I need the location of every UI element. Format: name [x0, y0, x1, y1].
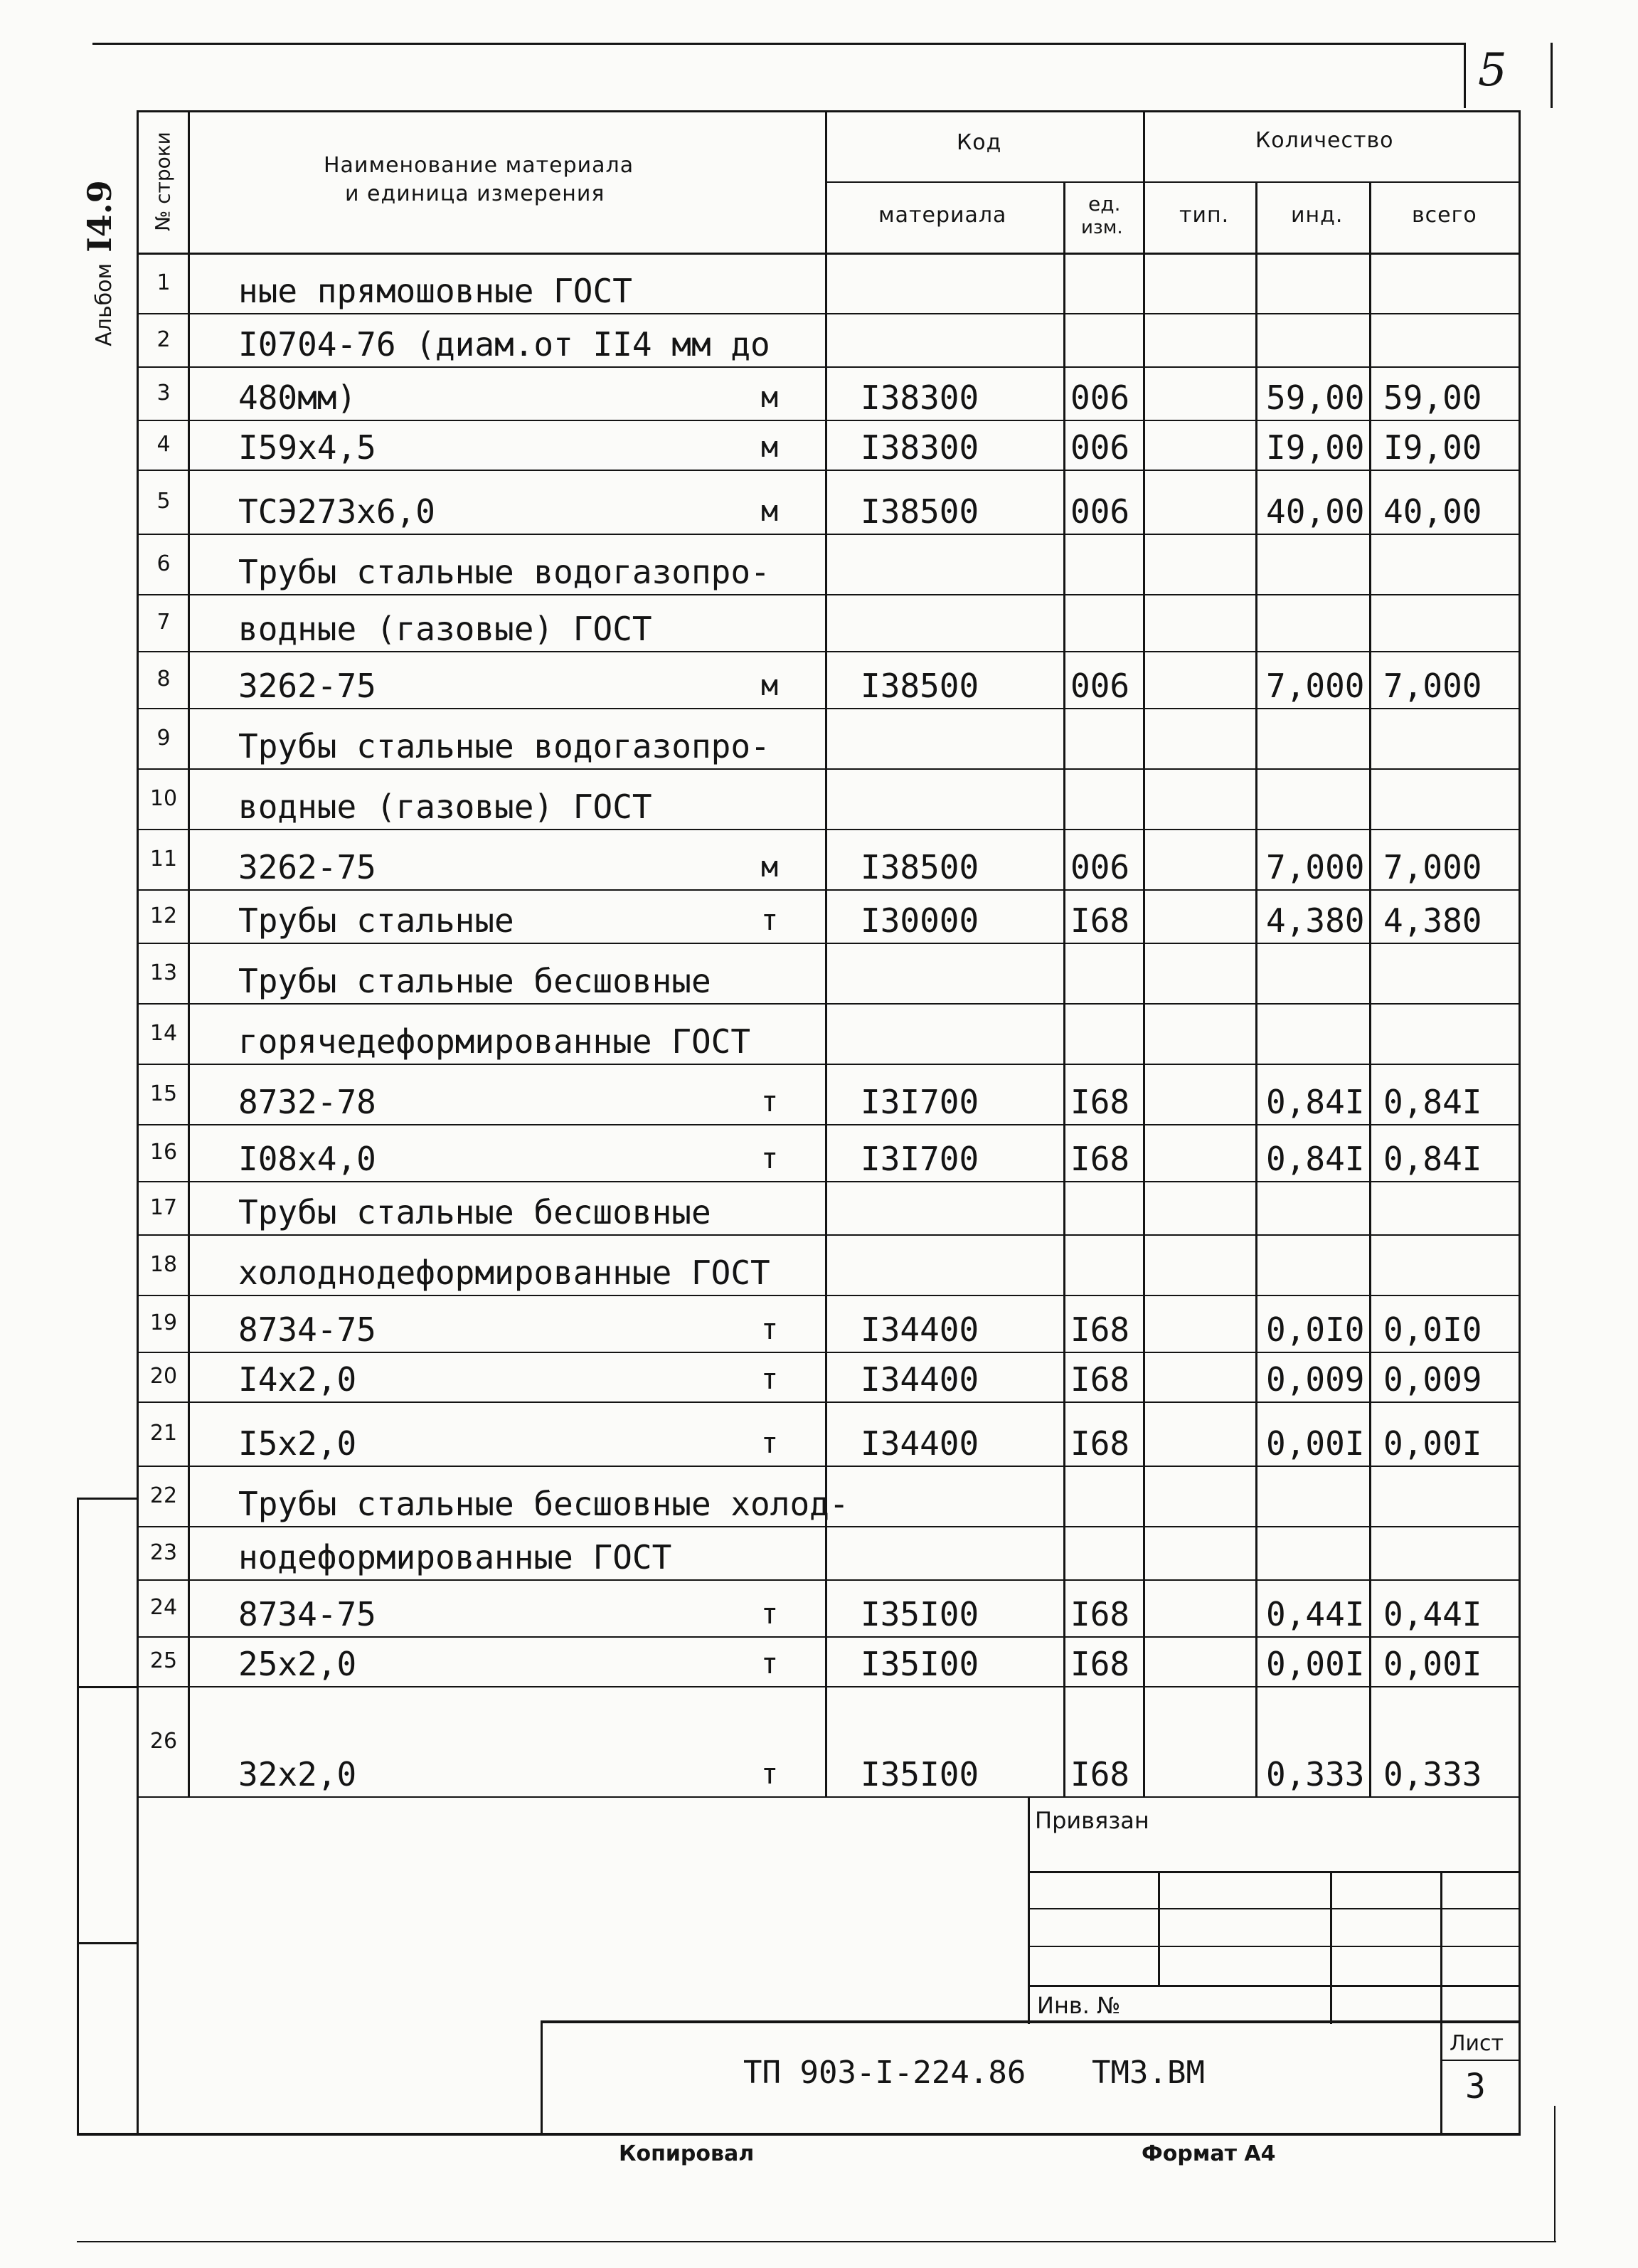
row-divider: [137, 1352, 1519, 1353]
sheet-number: 3: [1465, 2067, 1486, 2107]
row-qty-total: 40,00: [1383, 492, 1482, 531]
row-name: Трубы стальные водогазопро-: [238, 727, 770, 765]
row-qty-ind: 0,00I: [1266, 1424, 1365, 1463]
row-material-code: I38300: [861, 378, 979, 417]
row-name: Трубы стальные водогазопро-: [238, 553, 770, 591]
footer-copied: Копировал: [619, 2141, 755, 2166]
row-qty-total: I9,00: [1383, 428, 1482, 467]
header-qty-ind: инд.: [1291, 203, 1344, 228]
page-number-box-right: [1551, 43, 1553, 108]
top-border-line: [92, 43, 1465, 45]
row-name: горячедеформированные ГОСТ: [238, 1022, 751, 1061]
row-qty-ind: 4,380: [1266, 901, 1365, 940]
row-unit-code: I68: [1070, 1310, 1130, 1349]
row-qty-total: 59,00: [1383, 378, 1482, 417]
row-name: Трубы стальные бесшовные: [238, 1193, 711, 1231]
row-number: 22: [149, 1483, 178, 1508]
right-page-edge: [1554, 2106, 1555, 2242]
row-material-code: I35I00: [861, 1595, 979, 1633]
row-number: 5: [156, 489, 171, 514]
row-number: 3: [156, 380, 171, 406]
row-number: 1: [156, 270, 171, 295]
row-unit-code: 006: [1070, 378, 1130, 417]
row-qty-ind: 0,009: [1266, 1360, 1365, 1399]
header-code-unit-2: изм.: [1081, 217, 1123, 238]
row-unit-code: 006: [1070, 428, 1130, 467]
row-number: 10: [149, 785, 178, 811]
row-name: водные (газовые) ГОСТ: [238, 788, 652, 826]
header-code-material: материала: [878, 203, 1007, 228]
row-number: 19: [149, 1310, 178, 1335]
row-qty-ind: 0,00I: [1266, 1645, 1365, 1683]
sheet-label: Лист: [1450, 2031, 1504, 2056]
row-divider: [137, 1401, 1519, 1403]
header-qty-total: всего: [1412, 203, 1477, 228]
row-number: 13: [149, 960, 178, 985]
row-unit: м: [761, 851, 779, 884]
row-divider: [137, 768, 1519, 770]
page-number-box-left: [1464, 43, 1466, 108]
row-qty-ind: 0,333: [1266, 1755, 1365, 1793]
row-number: 17: [149, 1194, 178, 1220]
row-divider: [137, 534, 1519, 535]
row-unit: м: [761, 669, 779, 702]
row-unit-code: I68: [1070, 1360, 1130, 1399]
row-unit: т: [761, 1086, 779, 1118]
row-number: 12: [149, 903, 178, 928]
row-material-code: I3I700: [861, 1140, 979, 1178]
row-divider: [137, 1466, 1519, 1467]
row-material-code: I35I00: [861, 1645, 979, 1683]
row-divider: [137, 1124, 1519, 1125]
row-material-code: I34400: [861, 1424, 979, 1463]
stamp-linked: Привязан: [1035, 1807, 1149, 1834]
row-material-code: I38500: [861, 492, 979, 531]
row-number: 15: [149, 1081, 178, 1106]
header-name-line2: и единица измерения: [345, 181, 605, 206]
row-divider: [137, 889, 1519, 891]
row-material-code: I38500: [861, 848, 979, 886]
row-unit-code: I68: [1070, 1645, 1130, 1683]
row-name: холоднодеформированные ГОСТ: [238, 1254, 770, 1292]
row-material-code: I34400: [861, 1310, 979, 1349]
row-divider: [137, 1234, 1519, 1236]
row-divider: [137, 1579, 1519, 1581]
row-number: 24: [149, 1595, 178, 1620]
row-qty-total: 4,380: [1383, 901, 1482, 940]
row-material-code: I38300: [861, 428, 979, 467]
row-divider: [137, 420, 1519, 421]
row-divider: [137, 470, 1519, 471]
row-unit-code: I68: [1070, 1140, 1130, 1178]
row-name: Трубы стальные бесшовные холод-: [238, 1485, 849, 1523]
row-material-code: I35I00: [861, 1755, 979, 1793]
row-name: ные прямошовные ГОСТ: [238, 272, 632, 310]
row-qty-ind: 0,84I: [1266, 1140, 1365, 1178]
header-row-no: № строки: [151, 132, 175, 231]
row-divider: [137, 366, 1519, 368]
row-name: I5x2,0: [238, 1424, 357, 1463]
row-name: 25x2,0: [238, 1645, 357, 1683]
row-unit: м: [761, 381, 779, 414]
row-qty-total: 0,84I: [1383, 1140, 1482, 1178]
row-unit-code: I68: [1070, 1755, 1130, 1793]
row-number: 25: [149, 1648, 178, 1673]
row-name: 3262-75: [238, 667, 376, 705]
row-number: 16: [149, 1140, 178, 1165]
row-qty-total: 0,0I0: [1383, 1310, 1482, 1349]
row-divider: [137, 1295, 1519, 1296]
row-unit-code: I68: [1070, 1595, 1130, 1633]
row-number: 11: [149, 846, 178, 871]
row-divider: [137, 651, 1519, 652]
row-qty-ind: 0,84I: [1266, 1083, 1365, 1121]
row-name: ТСЭ273x6,0: [238, 492, 435, 531]
album-number: I4.9: [80, 180, 119, 253]
row-qty-ind: 0,44I: [1266, 1595, 1365, 1633]
row-qty-ind: 59,00: [1266, 378, 1365, 417]
header-name-line1: Наименование материала: [324, 153, 634, 178]
row-number: 14: [149, 1020, 178, 1046]
row-qty-total: 7,000: [1383, 848, 1482, 886]
row-name: I08x4,0: [238, 1140, 376, 1178]
row-unit: т: [761, 1648, 779, 1680]
header-qty-typ: тип.: [1179, 203, 1230, 228]
row-qty-ind: 0,0I0: [1266, 1310, 1365, 1349]
row-unit-code: I68: [1070, 1424, 1130, 1463]
row-qty-total: 0,44I: [1383, 1595, 1482, 1633]
row-unit: м: [761, 431, 779, 464]
row-divider: [137, 1064, 1519, 1065]
row-material-code: I3I700: [861, 1083, 979, 1121]
row-unit: т: [761, 1427, 779, 1460]
row-divider: [137, 1003, 1519, 1005]
stamp-inv-no: Инв. №: [1037, 1992, 1121, 2019]
row-qty-total: 0,333: [1383, 1755, 1482, 1793]
row-name: Трубы стальные бесшовные: [238, 962, 711, 1000]
album-label: [80, 180, 119, 346]
row-qty-total: 7,000: [1383, 667, 1482, 705]
row-divider: [137, 313, 1519, 314]
row-number: 4: [156, 432, 171, 457]
row-material-code: I34400: [861, 1360, 979, 1399]
row-unit: м: [761, 495, 779, 528]
row-name: I59x4,5: [238, 428, 376, 467]
row-number: 8: [156, 667, 171, 691]
row-name: нодеформированные ГОСТ: [238, 1538, 672, 1577]
row-unit: т: [761, 1313, 779, 1346]
row-qty-total: 0,00I: [1383, 1424, 1482, 1463]
row-name: 3262-75: [238, 848, 376, 886]
row-unit: т: [761, 1363, 779, 1396]
row-divider: [137, 943, 1519, 944]
row-number: 20: [149, 1364, 178, 1389]
row-divider: [137, 708, 1519, 709]
page-number: 5: [1478, 44, 1507, 97]
row-number: 6: [156, 551, 171, 576]
row-number: 7: [156, 610, 171, 635]
row-number: 26: [149, 1728, 178, 1754]
footer-format: Формат А4: [1142, 2141, 1276, 2166]
row-divider: [137, 594, 1519, 595]
row-qty-ind: 40,00: [1266, 492, 1365, 531]
document-code: ТП 903-I-224.86: [743, 2055, 1026, 2091]
row-unit-code: 006: [1070, 492, 1130, 531]
row-number: 18: [149, 1251, 178, 1277]
row-material-code: I30000: [861, 901, 979, 940]
row-number: 2: [156, 327, 171, 352]
bottom-page-line: [77, 2241, 1556, 2242]
row-divider: [137, 1526, 1519, 1527]
row-name: 8734-75: [238, 1310, 376, 1349]
row-name: I0704-76 (диам.от II4 мм до: [238, 325, 770, 364]
row-number: 21: [149, 1421, 178, 1446]
row-unit-code: 006: [1070, 848, 1130, 886]
header-quantity: Количество: [1255, 128, 1394, 153]
row-qty-total: 0,84I: [1383, 1083, 1482, 1121]
row-name: 32x2,0: [238, 1755, 357, 1793]
row-number: 23: [149, 1540, 178, 1565]
row-divider: [137, 1636, 1519, 1638]
row-qty-total: 0,00I: [1383, 1645, 1482, 1683]
row-name: 8732-78: [238, 1083, 376, 1121]
row-divider: [137, 829, 1519, 830]
row-qty-ind: I9,00: [1266, 428, 1365, 467]
row-unit: т: [761, 1758, 779, 1791]
row-unit-code: I68: [1070, 901, 1130, 940]
row-name: Трубы стальные: [238, 901, 514, 940]
row-unit: т: [761, 1598, 779, 1631]
row-qty-ind: 7,000: [1266, 667, 1365, 705]
row-divider: [137, 1796, 1519, 1798]
row-material-code: I38500: [861, 667, 979, 705]
row-unit-code: 006: [1070, 667, 1130, 705]
row-qty-total: 0,009: [1383, 1360, 1482, 1399]
row-unit-code: I68: [1070, 1083, 1130, 1121]
row-unit: т: [761, 1143, 779, 1175]
album-word: Альбом: [92, 263, 117, 346]
row-name: 480мм): [238, 378, 357, 417]
row-name: I4x2,0: [238, 1360, 357, 1399]
document-mark: ТМЗ.ВМ: [1092, 2055, 1205, 2091]
row-name: водные (газовые) ГОСТ: [238, 610, 652, 648]
row-divider: [137, 1181, 1519, 1182]
row-name: 8734-75: [238, 1595, 376, 1633]
row-divider: [137, 1686, 1519, 1687]
header-code-unit-1: ед.: [1088, 192, 1121, 216]
row-unit: т: [761, 904, 779, 937]
header-code: Код: [957, 130, 1002, 155]
row-qty-ind: 7,000: [1266, 848, 1365, 886]
row-number: 9: [156, 725, 171, 751]
